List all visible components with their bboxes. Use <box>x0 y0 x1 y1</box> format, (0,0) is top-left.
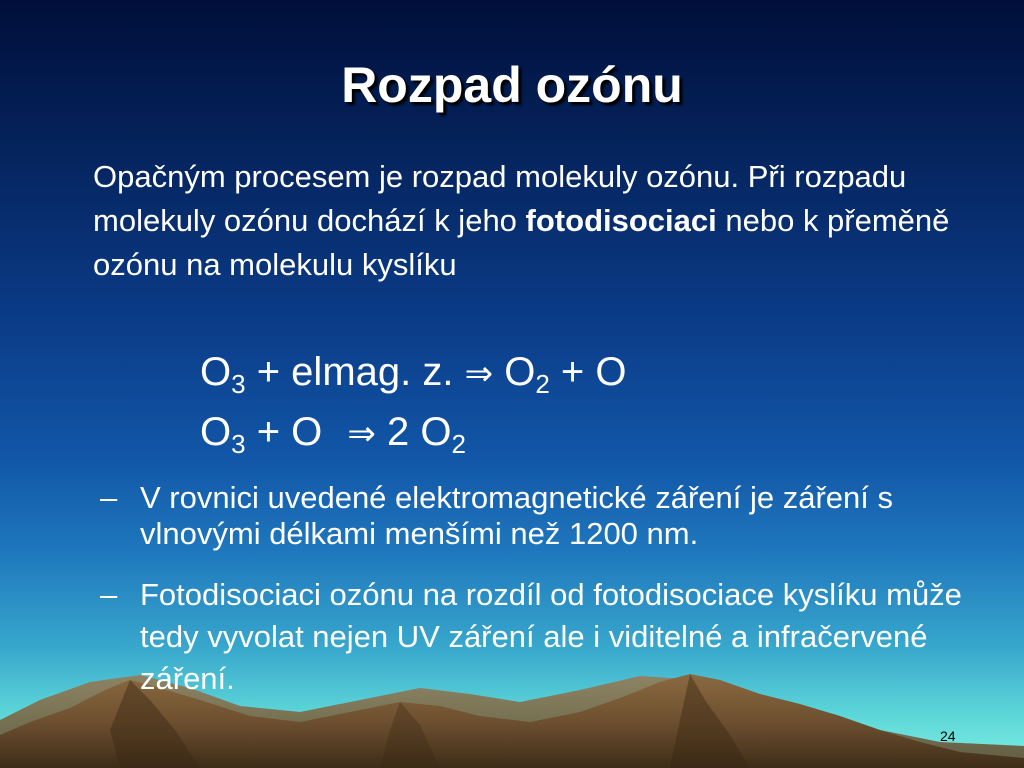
eq1-product-subscript: 2 <box>535 369 550 399</box>
eq1-product: O <box>493 350 536 394</box>
eq2-product-subscript: 2 <box>451 429 466 459</box>
eq1-reactant-subscript: 3 <box>231 369 246 399</box>
page-number: 24 <box>940 728 956 744</box>
equation-ozone-oxygen <box>200 410 466 460</box>
dash-bullet-icon: – <box>100 480 118 515</box>
intro-text-start: Opačným procesem je rozpad molekuly ozónu. Při rozpadu molekuly ozónu dochází k jeho <box>93 159 907 238</box>
bullet-text: Fotodisociaci ozónu na rozdíl od fotodisociace kyslíku může tedy vyvolat nejen UV záření ale i viditelné a infračervené záření. <box>140 577 962 696</box>
eq1-product-2: + O <box>549 350 627 394</box>
intro-paragraph <box>93 155 973 287</box>
bullet-list <box>100 480 980 700</box>
bullet-item <box>100 574 980 700</box>
eq2-product: 2 O <box>375 410 452 454</box>
intro-emphasis: fotodisociaci <box>525 203 717 238</box>
bullet-item <box>100 480 980 552</box>
eq1-reactant: O <box>200 350 232 394</box>
equation-ozone-photolysis <box>200 350 626 400</box>
intro-text-end: nebo k přeměně ozónu na molekulu kyslíku <box>93 203 950 282</box>
reaction-arrow-icon: ⇒ <box>347 414 376 454</box>
eq2-reactant-subscript: 3 <box>231 429 246 459</box>
slide-title: Rozpad ozónu <box>341 57 683 113</box>
eq2-reactant: O <box>200 410 232 454</box>
reaction-arrow-icon: ⇒ <box>464 354 494 394</box>
eq1-plus-energy: + elmag. z. <box>245 350 465 394</box>
eq2-plus-oxygen: + O <box>245 410 334 454</box>
dash-bullet-icon: – <box>100 577 118 612</box>
bullet-text: V rovnici uvedené elektromagnetické záření je záření s vlnovými délkami menšími než 1200 nm. <box>140 480 894 551</box>
